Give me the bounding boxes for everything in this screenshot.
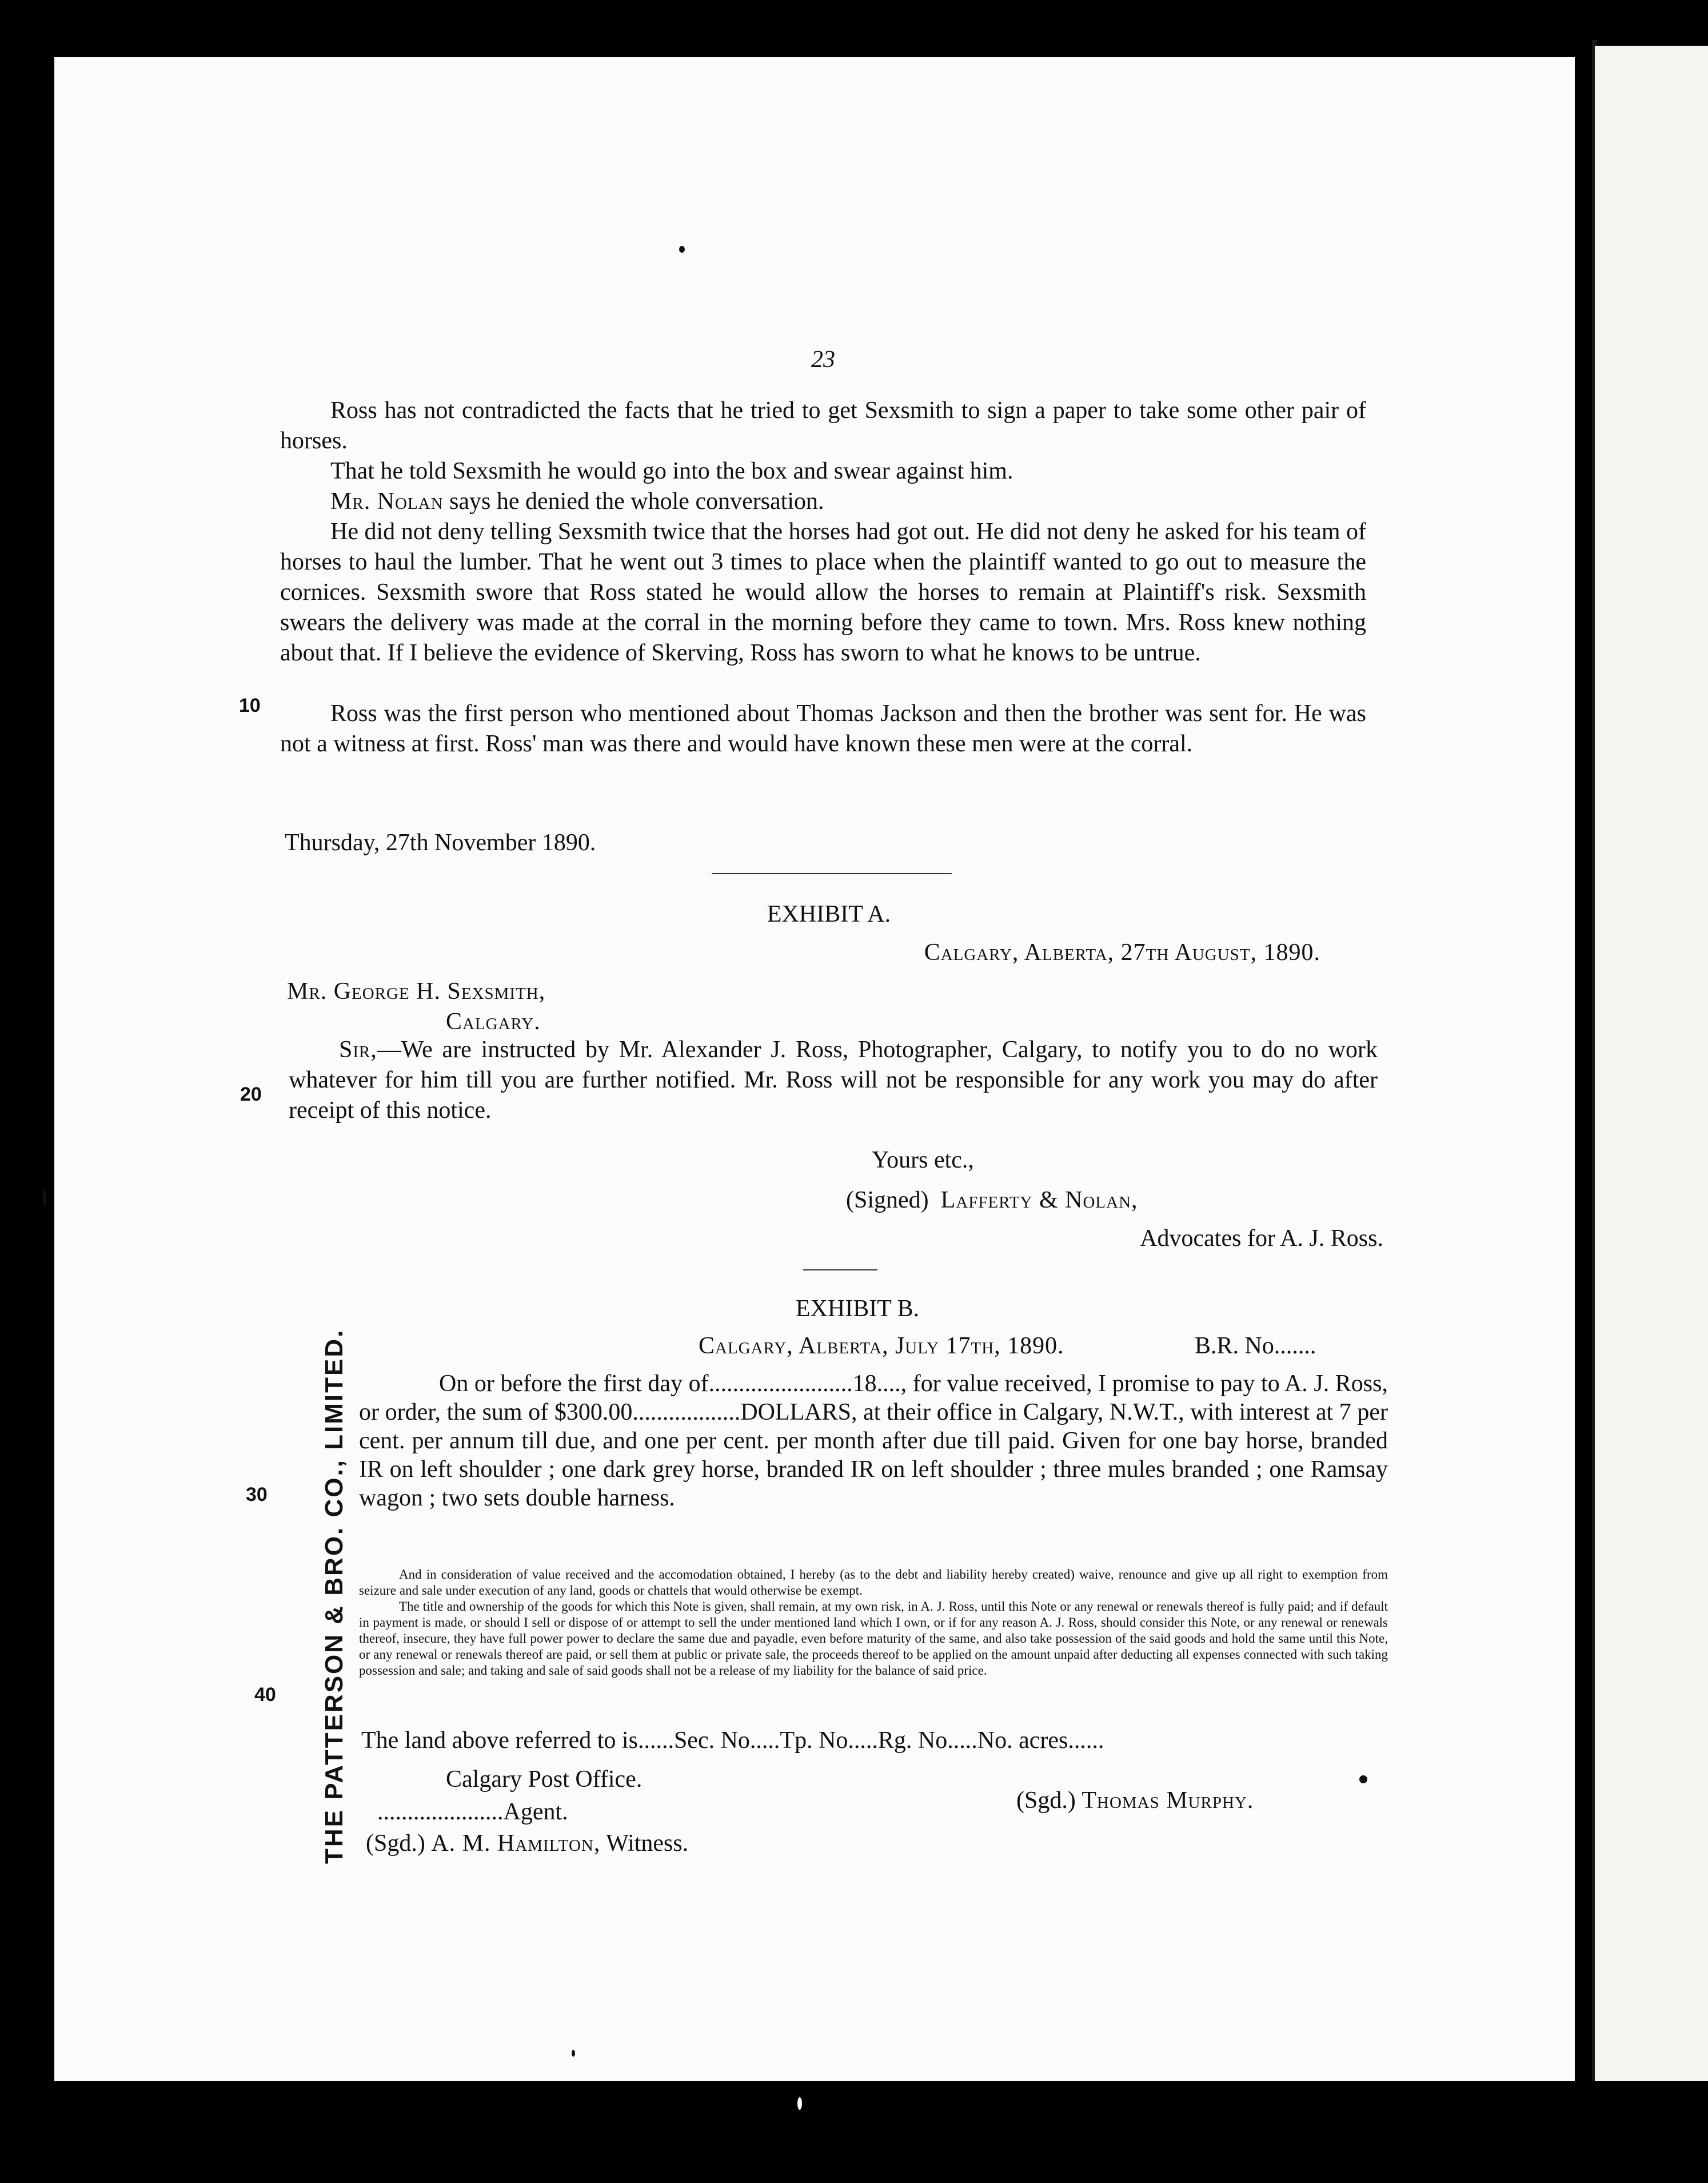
testimony-text: says he denied the whole conversation. bbox=[443, 488, 824, 515]
line-number-30: 30 bbox=[246, 1484, 268, 1505]
exhibit-b-land-line: The land above referred to is......Sec. No.....Tp. No.....Rg. No.....No. acres...... bbox=[361, 1727, 1104, 1754]
witness-label: (Sgd.) bbox=[366, 1830, 425, 1857]
fine-print-title-clause: The title and ownership of the goods for which this Note is given, shall remain, at my own risk, in A. J. Ross, until this Note or any renewal or renewals thereof is fully paid; and if default in payment is made, or should I sell or dispose of or attempt to sell the under mentioned land which I own, or if for any reason A. J. Ross, should consider this Note, or any renewal or renewals thereof, insecure, they have full power power to declare the same due and payadle, even before maturity of the same, and also take possession of the said goods and hold the same until this Note, or any renewal or renewals thereof are paid, or sell them at public or private sale, the proceeds thereof to be applied on the amount unpaid after deducting all expenses connected with such taking possession and sale; and taking and sale of said goods shall not be a release of my liability for the balance of said price. bbox=[359, 1599, 1388, 1678]
testimony-paragraph-4 bbox=[280, 517, 1366, 668]
exhibit-b-agent-line: .....................Agent. bbox=[377, 1799, 568, 1825]
exhibit-b-signer bbox=[1016, 1787, 1254, 1814]
testimony-paragraph-3 bbox=[280, 487, 1366, 517]
exhibit-a-body bbox=[289, 1035, 1378, 1126]
page-number: 23 bbox=[811, 346, 835, 373]
facing-page-edge bbox=[1595, 46, 1708, 2081]
speaker-name: Mr. Nolan bbox=[330, 488, 444, 515]
exhibit-a-dateline bbox=[743, 939, 1320, 966]
exhibit-b-br-number: B.R. No....... bbox=[1195, 1333, 1316, 1359]
signer-label: (Sgd.) bbox=[1016, 1787, 1076, 1814]
exhibit-a-signer-title: Advocates for A. J. Ross. bbox=[1140, 1225, 1383, 1252]
signer-name: Thomas Murphy. bbox=[1082, 1787, 1254, 1814]
dateline-text: Calgary, Alberta, July 17th, 1890. bbox=[699, 1333, 1064, 1359]
ink-speck bbox=[679, 246, 685, 253]
ink-speck bbox=[43, 1189, 46, 1206]
ink-speck bbox=[1359, 1775, 1367, 1783]
testimony-text: That he told Sexsmith he would go into the box and swear against him. bbox=[330, 458, 1013, 484]
scan-border-bottom bbox=[0, 2081, 1708, 2183]
testimony-text: Ross has not contradicted the facts that he tried to get Sexsmith to sign a paper to take some other pair of horses. bbox=[280, 397, 1366, 454]
line-number-20: 20 bbox=[240, 1083, 262, 1105]
section-divider bbox=[712, 873, 952, 874]
witness-suffix: Witness. bbox=[600, 1830, 689, 1857]
printer-imprint: THE PATTERSON & BRO. CO., LIMITED. bbox=[320, 1328, 348, 1864]
scan-border-top bbox=[0, 0, 1708, 57]
signed-name: Lafferty & Nolan, bbox=[940, 1187, 1138, 1213]
exhibit-a-heading: EXHIBIT A. bbox=[767, 901, 891, 927]
exhibit-a-signature bbox=[846, 1186, 1138, 1214]
testimony-text: He did not deny telling Sexsmith twice that the horses had got out. He did not deny he asked for his team of horses to haul the lumber. That he went out 3 times to place when the plaintiff wanted to go out to measure the cornices. Sexsmith swore that Ross stated he would allow the horses to remain at Plaintiff's risk. Sexsmith swears the delivery was made at the corral in the morning before they came to town. Mrs. Ross knew nothing about that. If I believe the evidence of Skerving, Ross has sworn to what he knows to be untrue. bbox=[280, 519, 1366, 666]
ink-speck bbox=[572, 2050, 575, 2057]
line-number-10: 10 bbox=[239, 695, 261, 716]
exhibit-b-post-office: Calgary Post Office. bbox=[446, 1766, 643, 1792]
testimony-paragraph-5 bbox=[280, 699, 1366, 759]
letter-text: —We are instructed by Mr. Alexander J. Ross, Photographer, Calgary, to notify you to do no work whatever for him till you are further notified. Mr. Ross will not be responsible for any work you may do after receipt of this notice. bbox=[289, 1037, 1378, 1124]
dateline-text: Calgary, Alberta, 27th August, 1890. bbox=[924, 939, 1320, 966]
exhibit-b-heading: EXHIBIT B. bbox=[795, 1296, 920, 1322]
testimony-paragraph-1 bbox=[280, 396, 1366, 456]
section-divider bbox=[803, 1269, 877, 1270]
exhibit-b-fine-print bbox=[359, 1567, 1388, 1679]
signed-label: (Signed) bbox=[846, 1187, 929, 1213]
fine-print-waiver: And in consideration of value received and the accomodation obtained, I hereby (as to the debt and liability hereby created) waive, renounce and give up all right to exemption from seizure and sale under execution of any land, goods or chattels that would otherwise be exempt. bbox=[359, 1567, 1388, 1598]
exhibit-b-note-body bbox=[359, 1369, 1388, 1512]
exhibit-a-addressee-city: Calgary. bbox=[446, 1009, 541, 1035]
exhibit-a-closing: Yours etc., bbox=[872, 1147, 974, 1173]
note-text: On or before the first day of........................18...., for value received, I promise to pay to A. J. Ross, or order, the sum of $300.00..................DOLLARS, at their office in Calgary, N.W.T., with interest at 7 per cent. per annum till due, and one per cent. per month after due till paid. Given for one bay horse, branded IR on left shoulder ; one dark grey horse, branded IR on left shoulder ; three mules branded ; one Ramsay wagon ; two sets double harness. bbox=[359, 1371, 1388, 1511]
ink-speck bbox=[797, 2097, 802, 2110]
salutation: Sir, bbox=[339, 1037, 377, 1063]
witness-name: A. M. Hamilton, bbox=[431, 1830, 601, 1857]
testimony-text: Ross was the first person who mentioned about Thomas Jackson and then the brother was sent for. He was not a witness at first. Ross' man was there and would have known these men were at the corral. bbox=[280, 700, 1366, 757]
testimony-date: Thursday, 27th November 1890. bbox=[285, 830, 596, 856]
testimony-paragraph-2 bbox=[280, 456, 1366, 487]
exhibit-b-witness bbox=[366, 1830, 688, 1857]
line-number-40: 40 bbox=[254, 1684, 276, 1706]
exhibit-b-dateline bbox=[699, 1332, 1064, 1360]
exhibit-a-addressee: Mr. George H. Sexsmith, bbox=[287, 978, 546, 1005]
